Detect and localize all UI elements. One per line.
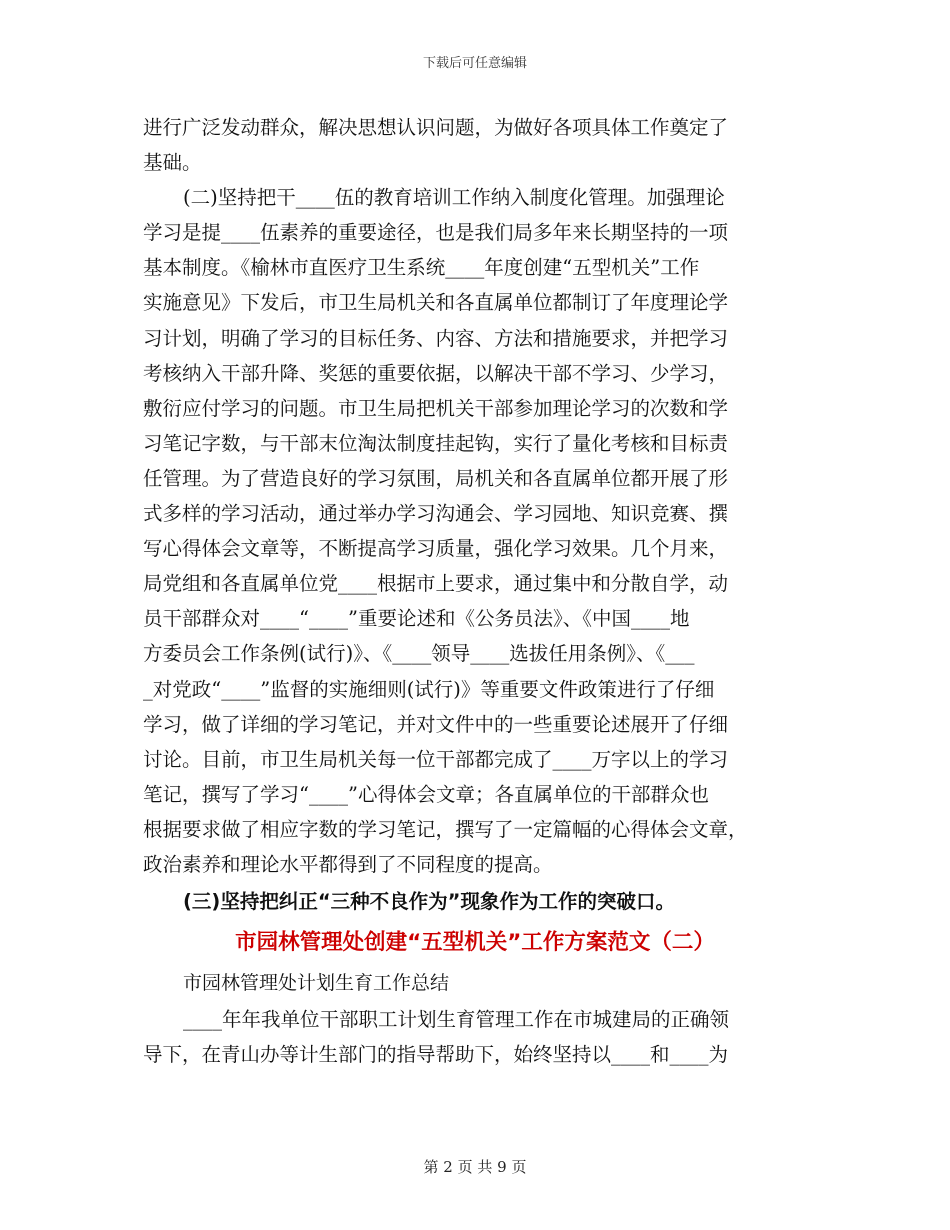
paragraph-2-line: (二)坚持把干____伍的教育培训工作纳入制度化管理。加强理论 xyxy=(183,186,725,210)
document-title: 市园林管理处创建“五型机关”工作方案范文（二） xyxy=(235,930,715,956)
section-heading-3: (三)坚持把纠正“三种不良作为”现象作为工作的突破口。 xyxy=(183,890,675,914)
page-header: 下载后可任意编辑 xyxy=(422,56,527,71)
paragraph-2-line: 习计划，明确了学习的目标任务、内容、方法和措施要求，并把学习 xyxy=(143,326,729,350)
document-body xyxy=(143,110,807,1072)
paragraph-2-line: 习笔记字数，与干部末位淘汰制度挂起钩，实行了量化考核和目标责 xyxy=(143,431,729,455)
paragraph-2-line: 笔记，撰写了学习“____”心得体会文章；各直属单位的干部群众也 xyxy=(143,782,709,806)
paragraph-2-line: 基本制度。《榆林市直医疗卫生系统____年度创建“五型机关”工作 xyxy=(143,256,700,280)
paragraph-2-line: 写心得体会文章等，不断提高学习质量，强化学习效果。几个月来， xyxy=(143,537,729,561)
paragraph-2-line: 考核纳入干部升降、奖惩的重要依据，以解决干部不学习、少学习， xyxy=(143,361,729,385)
paragraph-2-line: 式多样的学习活动，通过举办学习沟通会、学习园地、知识竞赛、撰 xyxy=(143,502,729,526)
paragraph-2-line: 局党组和各直属单位党____根据市上要求，通过集中和分散自学，动 xyxy=(143,572,729,596)
paragraph-2-line: 员干部群众对____“____”重要论述和《公务员法》、《中国____地 xyxy=(143,607,690,631)
paragraph-4-line: ____年年我单位干部职工计划生育管理工作在市城建局的正确领 xyxy=(183,1008,730,1032)
paragraph-2-line: 敷衍应付学习的问题。市卫生局把机关干部参加理论学习的次数和学 xyxy=(143,396,729,420)
paragraph-2-line: 学习是提____伍素养的重要途径，也是我们局多年来长期坚持的一项 xyxy=(143,221,729,245)
paragraph-2-line: _对党政“____”监督的实施细则(试行)》等重要文件政策进行了仔细 xyxy=(143,677,715,701)
paragraph-2-line: 政治素养和理论水平都得到了不同程度的提高。 xyxy=(143,852,553,876)
paragraph-4-line: 导下，在青山办等计生部门的指导帮助下，始终坚持以____和____为 xyxy=(143,1043,729,1067)
paragraph-2-line: 实施意见》下发后，市卫生局机关和各直属单位都制订了年度理论学 xyxy=(143,291,729,315)
paragraph-2-line: 方委员会工作条例(试行)》、《____领导____选拔任用条例》、《___ xyxy=(143,642,695,666)
paragraph-2-line: 学习，做了详细的学习笔记，并对文件中的一些重要论述展开了仔细 xyxy=(143,712,729,736)
paragraph-2-line: 任管理。为了营造良好的学习氛围，局机关和各直属单位都开展了形 xyxy=(143,466,729,490)
document-subtitle: 市园林管理处计划生育工作总结 xyxy=(183,972,450,995)
paragraph-1-line: 进行广泛发动群众，解决思想认识问题，为做好各项具体工作奠定了 xyxy=(143,116,729,139)
paragraph-2-line: 根据要求做了相应字数的学习笔记，撰写了一定篇幅的心得体会文章， xyxy=(143,817,748,841)
page-footer: 第 2 页 共 9 页 xyxy=(423,1158,527,1176)
paragraph-2-line: 讨论。目前，市卫生局机关每一位干部都完成了____万字以上的学习 xyxy=(143,747,729,771)
paragraph-1-line: 基础。 xyxy=(143,151,202,175)
